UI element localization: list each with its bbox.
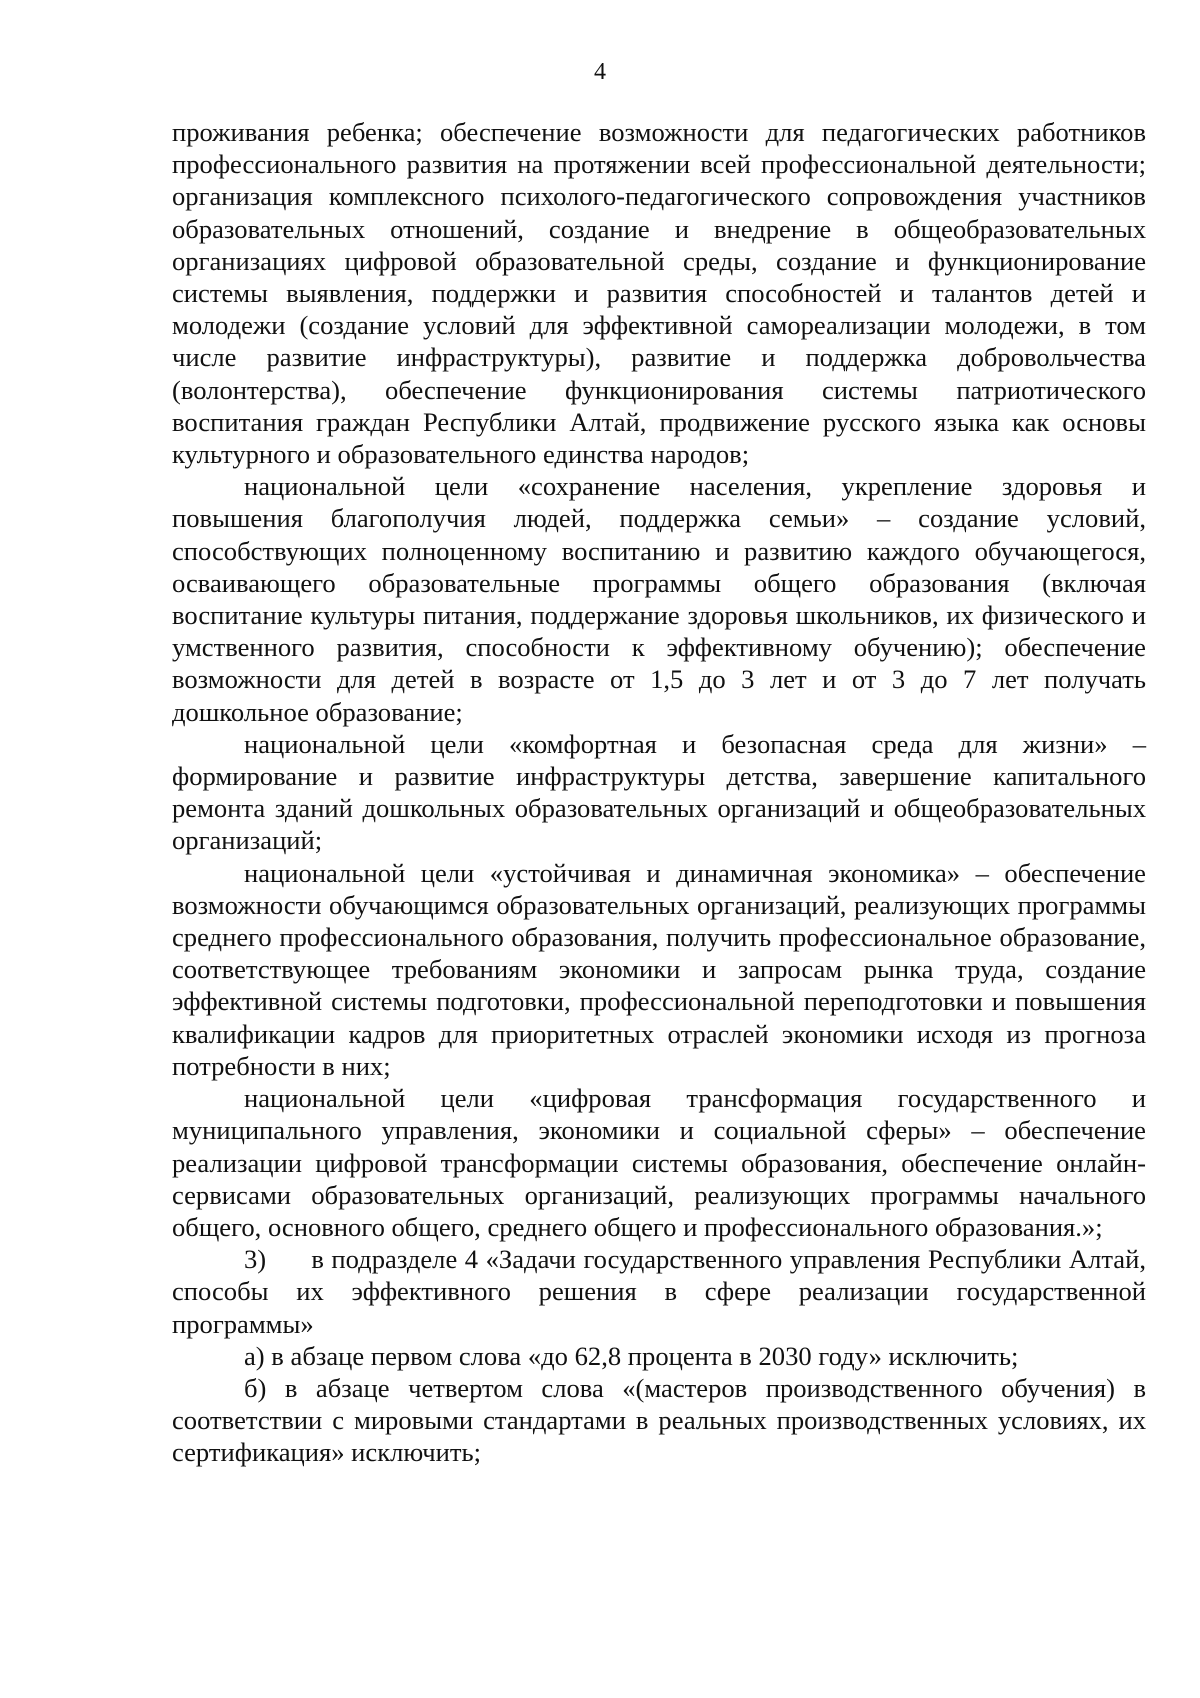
- paragraph-environment-goal: национальной цели «комфортная и безопасная среда для жизни» – формирование и развитие инфраструктуры детства, завершение капитального ремонта зданий дошкольных образовательных организаций и общеобразовательных организаций;: [172, 728, 1146, 856]
- paragraph-item-b: б) в абзаце четвертом слова «(мастеров производственного обучения) в соответствии с мировыми стандартами в реальных производственных условиях, их сертификация» исключить;: [172, 1372, 1146, 1468]
- paragraph-item-3: 3) в подразделе 4 «Задачи государственного управления Республики Алтай, способы их эффективного решения в сфере реализации государственной программы»: [172, 1244, 1153, 1339]
- paragraph-economy-goal: национальной цели «устойчивая и динамичная экономика» – обеспечение возможности обучающимся образовательных организаций, реализующих программы среднего профессионального образования, получить профессиональное образование, соответствующее требованиям экономики и запросам рынка труда, создание эффективной системы подготовки, профессиональной переподготовки и повышения квалификации кадров для приоритетных отраслей экономики исходя из прогноза потребности в них;: [172, 857, 1146, 1081]
- paragraph-digital-goal: национальной цели «цифровая трансформация государственного и муниципального управления, экономики и социальной сферы» – обеспечение реализации цифровой трансформации системы образования, обеспечение онлайн-сервисами образовательных организаций, реализующих программы начального общего, основного общего, среднего общего и профессионального образования.»;: [172, 1083, 1146, 1242]
- document-body: [172, 116, 1153, 1469]
- page-number: 4: [594, 59, 606, 85]
- paragraph-population-goal: национальной цели «сохранение населения, укрепление здоровья и повышения благополучия людей, поддержка семьи» – создание условий, способствующих полноценному воспитанию и развитию каждого обучающегося, осваивающего образовательные программы общего образования (включая воспитание культуры питания, поддержание здоровья школьников, их физического и умственного развития, способности к эффективному обучению); обеспечение возможности для детей в возрасте от 1,5 до 3 лет и от 3 до 7 лет получать дошкольное образование;: [172, 471, 1146, 727]
- paragraph-continuation: проживания ребенка; обеспечение возможности для педагогических работников профессионального развития на протяжении всей профессиональной деятельности; организация комплексного психолого-педагогического сопровождения участников образовательных отношений, создание и внедрение в общеобразовательных организациях цифровой образовательной среды, создание и функционирование системы выявления, поддержки и развития способностей и талантов детей и молодежи (создание условий для эффективной самореализации молодежи, в том числе развитие инфраструктуры), развитие и поддержка добровольчества (волонтерства), обеспечение функционирования системы патриотического воспитания граждан Республики Алтай, продвижение русского языка как основы культурного и образовательного единства народов;: [172, 117, 1146, 470]
- paragraph-item-a: а) в абзаце первом слова «до 62,8 процента в 2030 году» исключить;: [244, 1340, 1019, 1371]
